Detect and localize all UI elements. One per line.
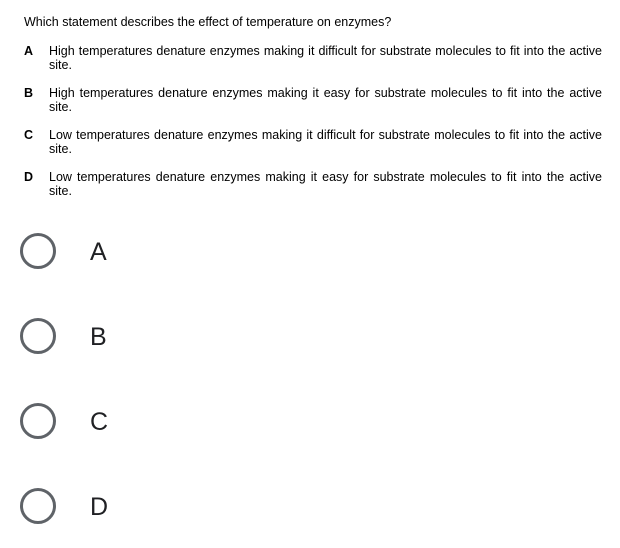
option-label: A (90, 238, 107, 266)
option-label: B (90, 323, 107, 351)
statement-letter: B (24, 86, 34, 100)
statement-letter: A (24, 44, 34, 58)
answer-option-c[interactable] (20, 403, 180, 447)
radio-unselected-icon[interactable] (20, 318, 56, 354)
statement-text: High temperatures denature enzymes making it difficult for substrate molecules to fit into the active site. (49, 44, 602, 72)
answer-option-b[interactable] (20, 318, 180, 362)
answer-option-d[interactable] (20, 488, 180, 532)
statement-letter: C (24, 128, 34, 142)
radio-unselected-icon[interactable] (20, 233, 56, 269)
answer-option-a[interactable] (20, 233, 180, 277)
question-text: Which statement describes the effect of temperature on enzymes? (24, 15, 392, 29)
radio-unselected-icon[interactable] (20, 488, 56, 524)
statement-text: Low temperatures denature enzymes making it easy for substrate molecules to fit into the active site. (49, 170, 602, 198)
statement-letter: D (24, 170, 34, 184)
option-label: C (90, 408, 109, 436)
radio-unselected-icon[interactable] (20, 403, 56, 439)
statement-text: High temperatures denature enzymes making it easy for substrate molecules to fit into the active site. (49, 86, 602, 114)
option-label: D (90, 493, 109, 521)
question-image (0, 0, 620, 210)
statement-text: Low temperatures denature enzymes making it difficult for substrate molecules to fit into the active site. (49, 128, 602, 156)
